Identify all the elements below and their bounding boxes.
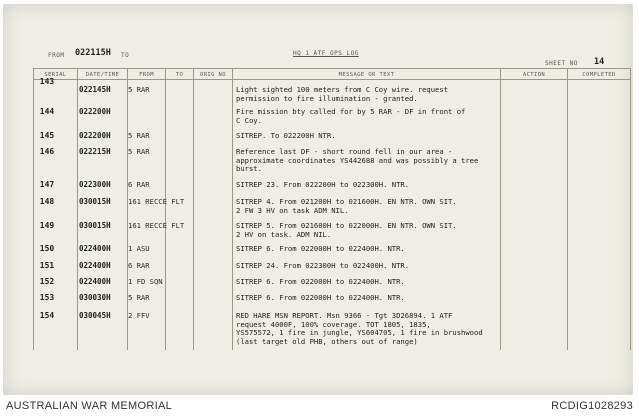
column-header-message: MESSAGE OR TEXT [338, 72, 395, 78]
table-header-rule [33, 79, 631, 80]
serial-cell: 146 [39, 147, 55, 156]
from-cell: 6 RAR [128, 261, 150, 270]
datetime-cell: 022200H [79, 131, 111, 140]
from-cell: 5 RAR [128, 85, 150, 94]
message-cell: SITREP 23. From 022200H to 022300H. NTR. [236, 180, 410, 189]
datetime-cell: 030030H [79, 293, 111, 302]
column-rule [165, 68, 166, 350]
from-cell: 6 RAR [128, 180, 150, 189]
datetime-cell: 030015H [79, 197, 111, 206]
message-cell: Fire mission bty called for by 5 RAR - DF in front of C Coy. [236, 107, 466, 125]
from-cell: 5 RAR [128, 147, 150, 156]
from-cell: 1 ASU [128, 244, 150, 253]
serial-cell: 153 [39, 293, 55, 302]
serial-cell: 152 [39, 277, 55, 286]
log-title: HQ 1 ATF OPS LOG [293, 50, 359, 57]
from-cell: 1 FD SQN [128, 277, 163, 286]
sheet-number: 14 [594, 57, 605, 67]
message-cell: SITREP 6. From 022000H to 022400H. NTR. [236, 293, 405, 302]
column-header-completed: COMPLETED [582, 72, 616, 78]
column-header-datetime: DATE/TIME [85, 72, 120, 78]
column-rule [193, 68, 194, 350]
to-label: TO [121, 52, 130, 59]
column-rule [567, 68, 568, 350]
serial-cell: 151 [39, 261, 55, 270]
message-cell: SITREP 6. From 022000H to 022400H. NTR. [236, 244, 405, 253]
sheet-label: SHEET NO [545, 60, 578, 67]
serial-cell: 147 [39, 180, 55, 189]
column-rule [33, 68, 34, 350]
from-cell: 161 RECCE FLT [128, 221, 185, 230]
from-cell: 5 RAR [128, 293, 150, 302]
serial-cell: 154 [39, 311, 55, 320]
archive-credit: AUSTRALIAN WAR MEMORIAL [6, 400, 173, 412]
serial-cell: 144 [39, 107, 55, 116]
from-cell: 2 FFV [128, 311, 150, 320]
serial-cell: 148 [39, 197, 55, 206]
datetime-cell: 022400H [79, 277, 111, 286]
datetime-cell: 022400H [79, 244, 111, 253]
column-header-from: FROM [139, 72, 154, 78]
from-cell: 161 RECCE FLT [128, 197, 185, 206]
from-label: FROM [48, 52, 65, 59]
log-sheet [3, 4, 633, 395]
table-top-rule [33, 68, 631, 69]
column-rule [77, 68, 78, 350]
serial-cell: 149 [39, 221, 55, 230]
message-cell: Reference last DF - short round fell in our area - approximate coordinates YS442688 and was possibly a tree burst. [236, 147, 479, 174]
serial-cell: 145 [39, 131, 55, 140]
column-header-orig-no: ORIG NO [200, 72, 226, 78]
message-cell: SITREP 4. From 021200H to 021600H. EN NTR. OWN SIT. 2 FW 3 HV on task ADM NIL. [236, 197, 457, 215]
datetime-cell: 030045H [79, 311, 111, 320]
message-cell: SITREP. To 022200H NTR. [236, 131, 336, 140]
from-value: 022115H [75, 48, 111, 58]
datetime-cell: 022145H [79, 85, 111, 94]
datetime-cell: 030015H [79, 221, 111, 230]
message-cell: SITREP 6. From 022000H to 022400H. NTR. [236, 277, 405, 286]
datetime-cell: 022215H [79, 147, 111, 156]
column-header-serial: SERIAL [44, 72, 67, 78]
column-rule [630, 68, 631, 350]
datetime-cell: 022200H [79, 107, 111, 116]
serial-cell: 150 [39, 244, 55, 253]
column-header-action: ACTION [522, 72, 546, 78]
message-cell: SITREP 5. From 021600H to 022000H. EN NTR. OWN SIT. 2 HV on task. ADM NIL. [236, 221, 457, 239]
document-id: RCDIG1028293 [551, 400, 633, 412]
column-rule [232, 68, 233, 350]
datetime-cell: 022400H [79, 261, 111, 270]
serial-cell: 143 [39, 77, 55, 86]
column-header-to: TO [175, 72, 184, 78]
message-cell: Light sighted 100 meters from C Coy wire. request permission to fire illumination - granted. [236, 85, 449, 103]
message-cell: SITREP 24. From 022300H to 022400H. NTR. [236, 261, 410, 270]
from-cell: 5 RAR [128, 131, 150, 140]
message-cell: RED HARE MSN REPORT. Msn 9366 - Tgt 3D26894. 1 ATF request 4000F, 100% coverage. TOT 1805, 1835, YS575572, 1 fire in jungle, YS604705, 1 fire in brushwood (last target old PHB, others out of range) [236, 311, 483, 346]
datetime-cell: 022300H [79, 180, 111, 189]
